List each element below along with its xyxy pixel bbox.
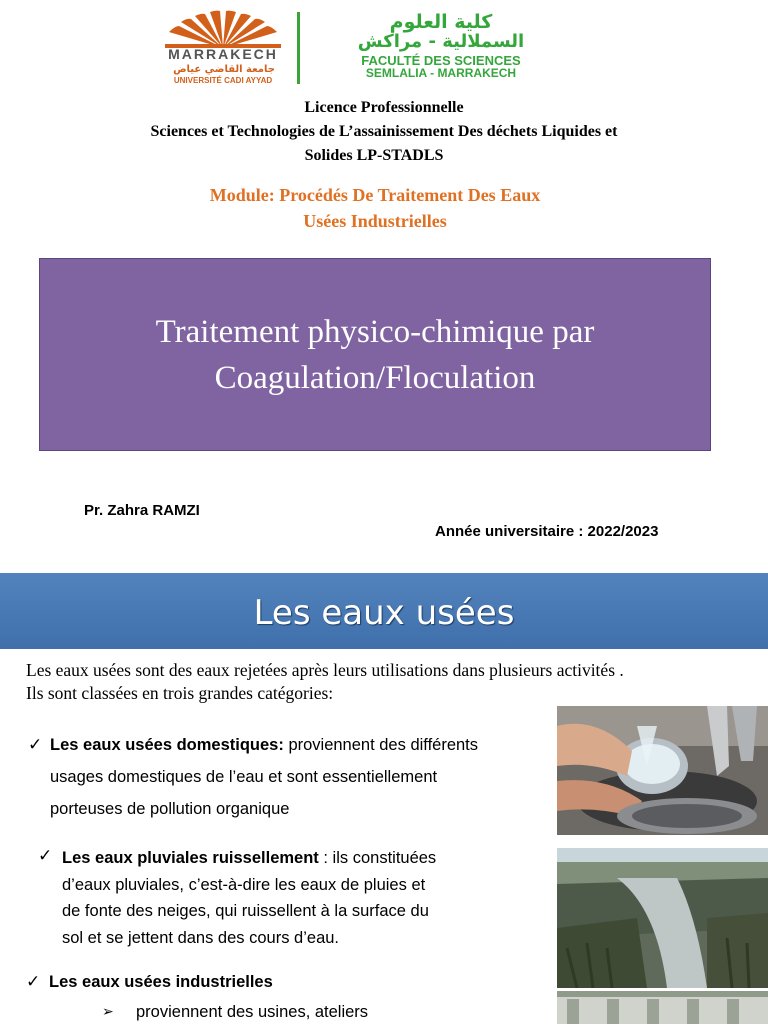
category-pluvial [38, 845, 518, 951]
dishwashing-image [557, 706, 768, 835]
industrial-sub-item-text: proviennent des usines, ateliers [136, 1003, 369, 1021]
pluvial-text-line4: sol et se jettent dans des cours d’eau. [62, 928, 340, 947]
presentation-title-box [39, 258, 711, 451]
faculty-logo [155, 10, 615, 88]
author-name: Pr. Zahra RAMZI [84, 502, 200, 519]
slide-header-title: Les eaux usées [253, 593, 515, 633]
intro-line2: Ils sont classées en trois grandes catégories: [26, 683, 334, 703]
domestic-text-line2: usages domestiques de l’eau et sont essentiellement [50, 768, 438, 786]
intro-line1: Les eaux usées sont des eaux rejetées après leurs utilisations dans plusieurs activités . [26, 660, 624, 680]
checkmark-icon: ✓ [38, 846, 53, 866]
logo-university-name: UNIVERSITÉ CADI AYYAD [173, 76, 273, 85]
checkmark-icon: ✓ [26, 972, 41, 992]
faculty-arabic-line1: كلية العلوم [389, 11, 493, 33]
program-line3: Solides LP-STADLS [304, 147, 444, 164]
runoff-image [557, 848, 768, 988]
program-title [0, 96, 768, 168]
arrow-bullet-icon: ➢ [102, 1004, 114, 1020]
faculty-arabic-line2: السملالية - مراكش [357, 31, 525, 52]
title-line1: Traitement physico-chimique par [155, 313, 595, 350]
module-line2: Usées Industrielles [303, 211, 447, 231]
faculty-french-line1: FACULTÉ DES SCIENCES [361, 53, 521, 68]
module-title [0, 182, 750, 234]
logo-marrakech-text: MARRAKECH [168, 46, 278, 62]
pluvial-text-line1: : ils constituées [318, 849, 437, 867]
industrial-label: Les eaux usées industrielles [49, 973, 273, 991]
logo-divider [297, 12, 300, 84]
university-fan-logo-icon [155, 10, 291, 50]
logo-arabic-university-text: جامعة القاضي عياض [173, 64, 275, 75]
faculty-french-line2: SEMLALIA - MARRAKECH [365, 66, 517, 80]
domestic-text-line1: proviennent des différents [283, 736, 479, 754]
photo-dishwashing [557, 706, 768, 835]
intro-paragraph [26, 659, 766, 705]
wastewater-slide [0, 573, 768, 1024]
category-industrial [26, 967, 526, 1027]
domestic-text-line3: porteuses de pollution organique [50, 800, 290, 818]
category-domestic [28, 729, 548, 825]
module-line1: Module: Procédés De Traitement Des Eaux [209, 185, 541, 205]
academic-year: Année universitaire : 2022/2023 [435, 523, 659, 540]
pluvial-label: Les eaux pluviales ruissellement [62, 849, 319, 867]
program-line2: Sciences et Technologies de L’assainissement Des déchets Liquides et [150, 123, 618, 140]
domestic-label: Les eaux usées domestiques: [50, 736, 284, 754]
checkmark-icon: ✓ [28, 735, 43, 755]
pluvial-text-line3: de fonte des neiges, qui ruissellent à la surface du [62, 902, 429, 920]
industrial-sub-item [26, 997, 526, 1027]
pluvial-text-line2: d’eaux pluviales, c’est-à-dire les eaux de pluies et [62, 875, 426, 894]
industrial-image [557, 991, 768, 1024]
program-line1: Licence Professionnelle [304, 99, 464, 116]
title-line2: Coagulation/Floculation [214, 359, 536, 396]
photo-runoff [557, 848, 768, 988]
slide-separator [0, 563, 768, 573]
photo-industrial [557, 991, 768, 1024]
